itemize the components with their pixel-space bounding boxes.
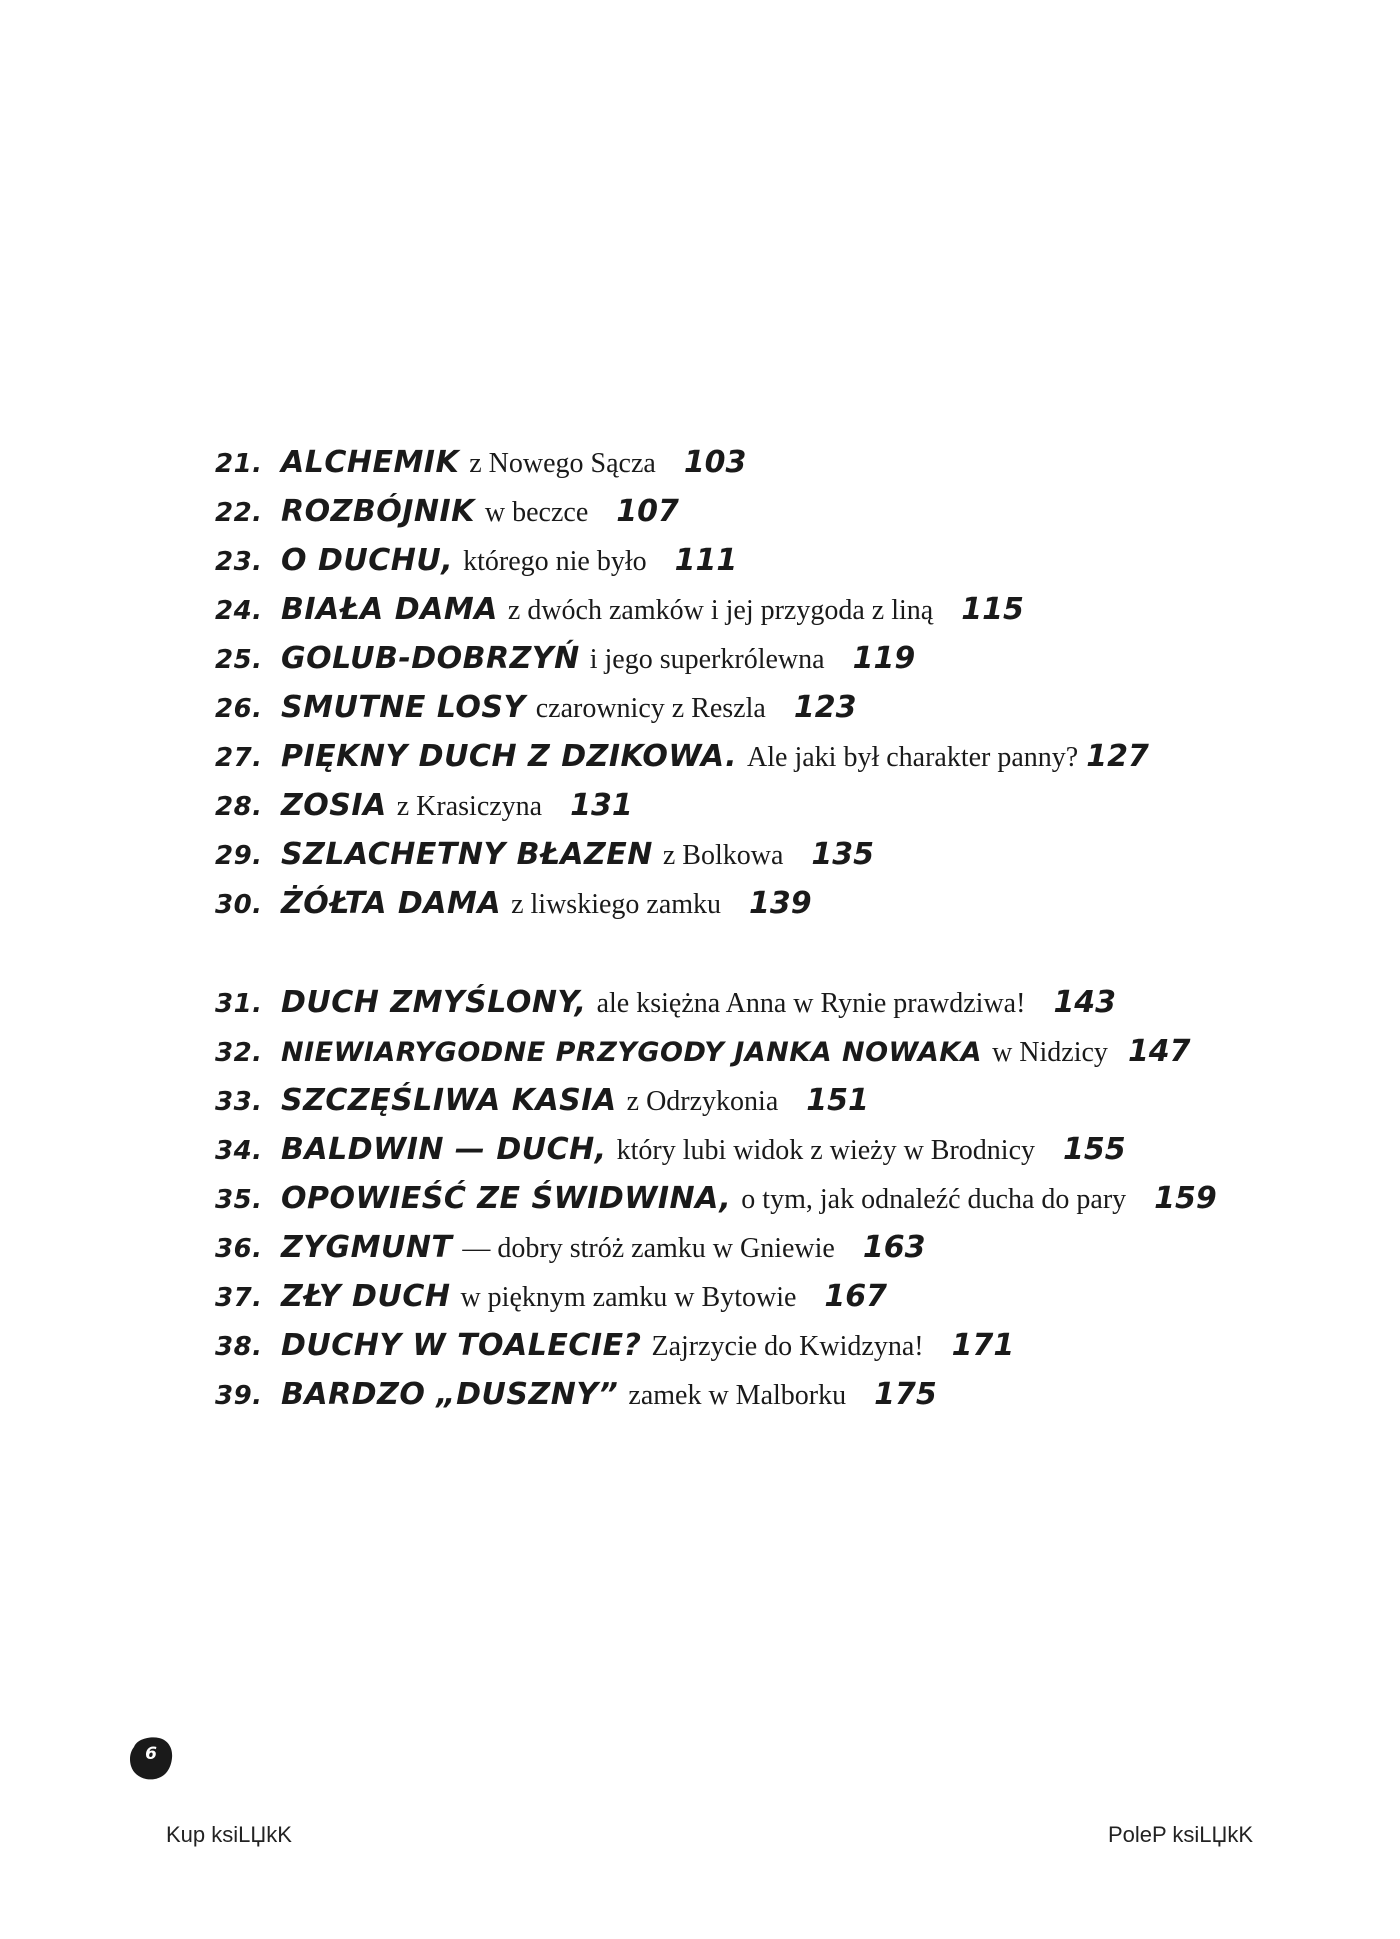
entry-title: ZŁY DUCH [281, 1279, 451, 1314]
toc-entry [215, 690, 856, 734]
toc-entry [215, 1181, 1217, 1225]
entry-subtitle: w Nidzicy [992, 1037, 1108, 1068]
entry-subtitle: i jego superkrólewna [589, 644, 825, 675]
entry-page-number: 155 [1063, 1132, 1126, 1167]
toc-entry [215, 1034, 1191, 1078]
entry-subtitle: czarownicy z Reszla [535, 693, 766, 724]
entry-number: 34. [215, 1136, 263, 1166]
entry-title: PIĘKNY DUCH Z DZIKOWA. [281, 739, 738, 774]
entry-page-number: 115 [961, 592, 1024, 627]
entry-number: 28. [215, 792, 263, 822]
entry-number: 23. [215, 547, 263, 577]
entry-page-number: 151 [806, 1083, 869, 1118]
entry-title: ŻÓŁTA DAMA [281, 886, 502, 921]
entry-title: DUCHY W TOALECIE? [281, 1328, 642, 1363]
toc-entry [215, 445, 746, 489]
toc-entry [215, 494, 679, 538]
entry-title: SMUTNE LOSY [281, 690, 526, 725]
entry-title: BIAŁA DAMA [281, 592, 498, 627]
entry-number: 25. [215, 645, 263, 675]
entry-subtitle: o tym, jak odnaleźć ducha do pary [741, 1184, 1127, 1215]
entry-number: 24. [215, 596, 263, 626]
entry-number: 30. [215, 890, 263, 920]
entry-page-number: 143 [1053, 985, 1117, 1020]
entry-subtitle: z Odrzykonia [626, 1086, 779, 1117]
entry-number: 26. [215, 694, 263, 724]
entry-subtitle: zamek w Malborku [628, 1380, 847, 1411]
entry-number: 33. [215, 1087, 263, 1117]
entry-subtitle: w pięknym zamku w Bytowie [460, 1282, 797, 1313]
entry-number: 27. [215, 743, 263, 773]
page-number: 6 [145, 1744, 157, 1764]
entry-subtitle: z dwóch zamków i jej przygoda z liną [507, 595, 934, 626]
toc-entry [215, 985, 1116, 1029]
entry-subtitle: ale księżna Anna w Rynie prawdziwa! [596, 988, 1026, 1019]
entry-page-number: 103 [683, 445, 747, 480]
entry-page-number: 107 [616, 494, 679, 529]
entry-subtitle: który lubi widok z wieży w Brodnicy [616, 1135, 1036, 1166]
entry-page-number: 119 [852, 641, 916, 676]
entry-page-number: 159 [1154, 1181, 1217, 1216]
toc-entry [215, 543, 737, 587]
entry-number: 39. [215, 1381, 263, 1411]
entry-page-number: 147 [1127, 1034, 1191, 1069]
entry-page-number: 167 [824, 1279, 888, 1314]
entry-number: 31. [215, 989, 263, 1019]
entry-page-number: 175 [874, 1377, 937, 1412]
entry-subtitle: z Bolkowa [662, 840, 784, 871]
entry-page-number: 163 [862, 1230, 926, 1265]
footer-buy-link[interactable]: Kup ksiLЏkK [166, 1822, 292, 1847]
entry-subtitle: z liwskiego zamku [511, 889, 722, 920]
entry-subtitle: Ale jaki był charakter panny? [747, 742, 1079, 773]
entry-title: BALDWIN — DUCH, [281, 1132, 607, 1167]
toc-entry [215, 739, 1149, 783]
entry-number: 37. [215, 1283, 263, 1313]
entry-title: GOLUB-DOBRZYŃ [281, 641, 580, 676]
toc-entry [215, 1328, 1014, 1372]
toc-entry [215, 837, 874, 881]
toc-entry [215, 788, 633, 832]
toc-entry [215, 1083, 869, 1127]
entry-title: SZLACHETNY BŁAZEN [281, 837, 653, 872]
entry-subtitle: — dobry stróż zamku w Gniewie [462, 1233, 835, 1264]
entry-number: 21. [215, 449, 263, 479]
entry-page-number: 127 [1086, 739, 1149, 774]
entry-title: BARDZO „DUSZNY” [281, 1377, 619, 1412]
entry-title: ZOSIA [281, 788, 387, 823]
entry-page-number: 171 [951, 1328, 1015, 1363]
entry-title: OPOWIEŚĆ ZE ŚWIDWINA, [281, 1181, 732, 1216]
entry-number: 32. [215, 1038, 263, 1068]
entry-number: 38. [215, 1332, 263, 1362]
entry-title: DUCH ZMYŚLONY, [281, 985, 587, 1020]
toc-entry [215, 886, 812, 930]
entry-title: O DUCHU, [281, 543, 454, 578]
entry-title: ROZBÓJNIK [281, 494, 475, 529]
entry-page-number: 111 [674, 543, 738, 578]
entry-page-number: 123 [793, 690, 857, 725]
entry-number: 29. [215, 841, 263, 871]
entry-number: 22. [215, 498, 263, 528]
toc-entry [215, 1279, 887, 1323]
footer-recommend-link[interactable]: PoleP ksiLЏkK [1108, 1822, 1254, 1847]
page-number-badge [128, 1735, 174, 1781]
entry-title: ZYGMUNT [281, 1230, 453, 1265]
toc-entry [215, 1132, 1126, 1176]
entry-number: 36. [215, 1234, 263, 1264]
toc-entry [215, 641, 915, 685]
entry-title: ALCHEMIK [281, 445, 460, 480]
entry-subtitle: którego nie było [463, 546, 647, 577]
entry-subtitle: z Krasiczyna [396, 791, 543, 822]
entry-number: 35. [215, 1185, 263, 1215]
entry-subtitle: z Nowego Sącza [469, 448, 656, 479]
entry-page-number: 135 [811, 837, 875, 872]
entry-page-number: 131 [570, 788, 633, 823]
entry-page-number: 139 [749, 886, 812, 921]
toc-entry [215, 592, 1024, 636]
entry-subtitle: w beczce [484, 497, 589, 528]
entry-title: SZCZĘŚLIWA KASIA [281, 1083, 617, 1118]
entry-title: NIEWIARYGODNE PRZYGODY JANKA NOWAKA [281, 1037, 983, 1068]
toc-entry [215, 1230, 925, 1274]
toc-entry [215, 1377, 937, 1421]
entry-subtitle: Zajrzycie do Kwidzyna! [651, 1331, 924, 1362]
